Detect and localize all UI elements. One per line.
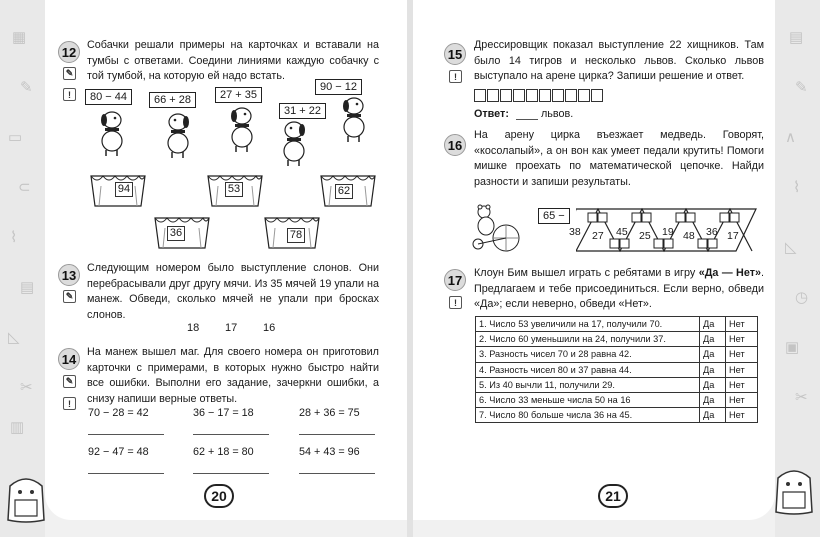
solution-boxes[interactable] [474, 89, 604, 102]
task-17-text: Клоун Бим вышел играть с ребятами в игру «Да — Нет». Предлагаем и тебе присоединиться. Если верно, обведи «Да»; если неверно, обведи «Нет». [474, 267, 764, 311]
answer-line[interactable] [193, 473, 269, 474]
answer-line[interactable] [88, 434, 164, 435]
task-13-text: Следующим номером было выступление слонов. Они перебрасывали друг другу мячи. Из 35 мячей 19 упали на манеж. Обведи, сколько мячей не упали при бросках слонов. [87, 262, 379, 321]
pedestal-number-2: 53 [225, 182, 243, 197]
task-12-text: Собачки решали примеры на карточках и вставали на тумбы с ответами. Соедини линиями каждую собачку с той тумбой, на которую ей надо встать. [87, 39, 379, 83]
table-row [476, 332, 758, 347]
equation-1[interactable]: 70 − 28 = 42 [88, 407, 149, 419]
task-14-text: На манеж вышел маг. Для своего номера он приготовил карточки с примерами, в которых нужно быстро найти все ошибки. Выполни его задание, зачеркни ошибки, а снизу напиши верные ответы. [87, 346, 379, 405]
no-option[interactable]: Нет [726, 408, 758, 423]
ruler-icon: ▭ [8, 129, 23, 146]
attention-icon: ! [449, 296, 462, 309]
no-option[interactable]: Нет [726, 332, 758, 347]
task-15-number: 15 [444, 43, 466, 65]
yes-option[interactable]: Да [700, 362, 726, 377]
pencil-task-icon: ✎ [63, 375, 76, 388]
calendar-icon: ▦ [12, 29, 27, 46]
pedestal-number-5: 78 [287, 228, 305, 243]
book-icon: ▥ [10, 419, 25, 436]
statement-cell: 1. Число 53 увеличили на 17, получили 70. [476, 317, 700, 332]
table-row [476, 408, 758, 423]
left-margin-decor [0, 0, 45, 537]
yes-option[interactable]: Да [700, 392, 726, 407]
answer-label: Ответ: [474, 108, 509, 120]
compass-icon: ∧ [785, 129, 796, 146]
yes-option[interactable]: Да [700, 377, 726, 392]
page-number-left: 20 [204, 484, 234, 508]
statement-cell: 3. Разность чисел 70 и 28 равна 42. [476, 347, 700, 362]
answer-option-18[interactable]: 18 [187, 322, 200, 334]
equation-5[interactable]: 62 + 18 = 80 [193, 446, 254, 458]
dog-illustration-1 [95, 108, 129, 158]
brush-icon: ⌇ [10, 229, 18, 246]
no-option[interactable]: Нет [726, 317, 758, 332]
statement-cell: 7. Число 80 больше числа 36 на 45. [476, 408, 700, 423]
equation-6[interactable]: 54 + 43 = 96 [299, 446, 360, 458]
triangle-icon: ◺ [8, 329, 20, 346]
task-16-number: 16 [444, 134, 466, 156]
chain-number-5: 19 [662, 226, 674, 238]
game-name: «Да — Нет» [698, 267, 761, 279]
statement-cell: 4. Разность чисел 80 и 37 равна 44. [476, 362, 700, 377]
chain-number-2: 27 [592, 230, 604, 242]
answer-option-17[interactable]: 17 [225, 322, 238, 334]
answer-line[interactable] [299, 434, 375, 435]
answer-suffix: львов. [541, 108, 574, 120]
sharpener-icon: ▣ [785, 339, 800, 356]
pedestal-number-1: 94 [115, 182, 133, 197]
attention-icon: ! [63, 88, 76, 101]
answer-line[interactable] [299, 473, 375, 474]
pedestal-number-3: 62 [335, 184, 353, 199]
clip-icon: ⊂ [18, 179, 31, 196]
yes-option[interactable]: Да [700, 332, 726, 347]
equation-2[interactable]: 36 − 17 = 18 [193, 407, 254, 419]
bear-on-bicycle-illustration [468, 200, 524, 254]
chain-number-3: 45 [616, 226, 628, 238]
right-page [413, 0, 775, 520]
task-12-number: 12 [58, 41, 80, 63]
chain-number-4: 25 [639, 230, 651, 242]
no-option[interactable]: Нет [726, 377, 758, 392]
table-row [476, 317, 758, 332]
dog-illustration-5 [337, 94, 371, 144]
yes-option[interactable]: Да [700, 317, 726, 332]
right-margin-decor [775, 0, 820, 537]
yes-option[interactable]: Да [700, 408, 726, 423]
dog-card-1: 80 − 44 [85, 89, 132, 105]
attention-icon: ! [449, 70, 462, 83]
dog-card-3: 27 + 35 [215, 87, 262, 103]
dog-illustration-2 [161, 110, 195, 160]
table-row [476, 377, 758, 392]
scissors-icon: ✂ [795, 389, 808, 406]
table-row [476, 362, 758, 377]
statement-cell: 6. Число 33 меньше числа 50 на 16 [476, 392, 700, 407]
pencil-icon: ✎ [20, 79, 33, 96]
page-number-right: 21 [598, 484, 628, 508]
chain-number-1: 38 [569, 226, 581, 238]
answer-line[interactable] [516, 119, 538, 120]
task-13-number: 13 [58, 264, 80, 286]
chain-number-8: 17 [727, 230, 739, 242]
triangle-icon: ◺ [785, 239, 797, 256]
answer-option-16[interactable]: 16 [263, 322, 276, 334]
equation-3[interactable]: 28 + 36 = 75 [299, 407, 360, 419]
equation-4[interactable]: 92 − 47 = 48 [88, 446, 149, 458]
pencil-icon: ✎ [795, 79, 808, 96]
dog-card-4: 31 + 22 [279, 103, 326, 119]
dog-card-5: 90 − 12 [315, 79, 362, 95]
task-17-number: 17 [444, 269, 466, 291]
task-15-text: Дрессировщик показал выступление 22 хищников. Там было 14 тигров и несколько львов. Сколько львов выступало на арене цирка? Запиши решение и ответ. [474, 39, 764, 83]
chain-start: 65 − [538, 208, 570, 224]
pencil-task-icon: ✎ [63, 290, 76, 303]
left-page [45, 0, 407, 520]
chain-number-6: 48 [683, 230, 695, 242]
backpack-illustration [770, 464, 818, 516]
notebook-icon: ▤ [20, 279, 35, 296]
table-row [476, 347, 758, 362]
no-option[interactable]: Нет [726, 362, 758, 377]
table-row [476, 392, 758, 407]
task-14-number: 14 [58, 348, 80, 370]
scissors-icon: ✂ [20, 379, 33, 396]
answer-line[interactable] [193, 434, 269, 435]
answer-line[interactable] [88, 473, 164, 474]
no-option[interactable]: Нет [726, 347, 758, 362]
clock-icon: ◷ [795, 289, 809, 306]
backpack-illustration [2, 472, 50, 524]
attention-icon: ! [63, 397, 76, 410]
chain-number-7: 36 [706, 226, 718, 238]
statement-cell: 5. Из 40 вычли 11, получили 29. [476, 377, 700, 392]
dog-illustration-3 [225, 104, 259, 154]
dog-card-2: 66 + 28 [149, 92, 196, 108]
brush-icon: ⌇ [793, 179, 801, 196]
pedestal-number-4: 36 [167, 226, 185, 241]
yes-option[interactable]: Да [700, 347, 726, 362]
statement-cell: 2. Число 60 уменьшили на 24, получили 37. [476, 332, 700, 347]
notebook-icon: ▤ [789, 29, 804, 46]
dog-illustration-4 [277, 118, 311, 168]
pencil-task-icon: ✎ [63, 67, 76, 80]
task-16-text: На арену цирка въезжает медведь. Говорят, «косолапый», а он вон как умеет педали крутить! Помоги мишке проехать по математической цепочке. Найди разности и запиши результаты. [474, 129, 764, 188]
no-option[interactable]: Нет [726, 392, 758, 407]
yes-no-table [475, 316, 758, 423]
